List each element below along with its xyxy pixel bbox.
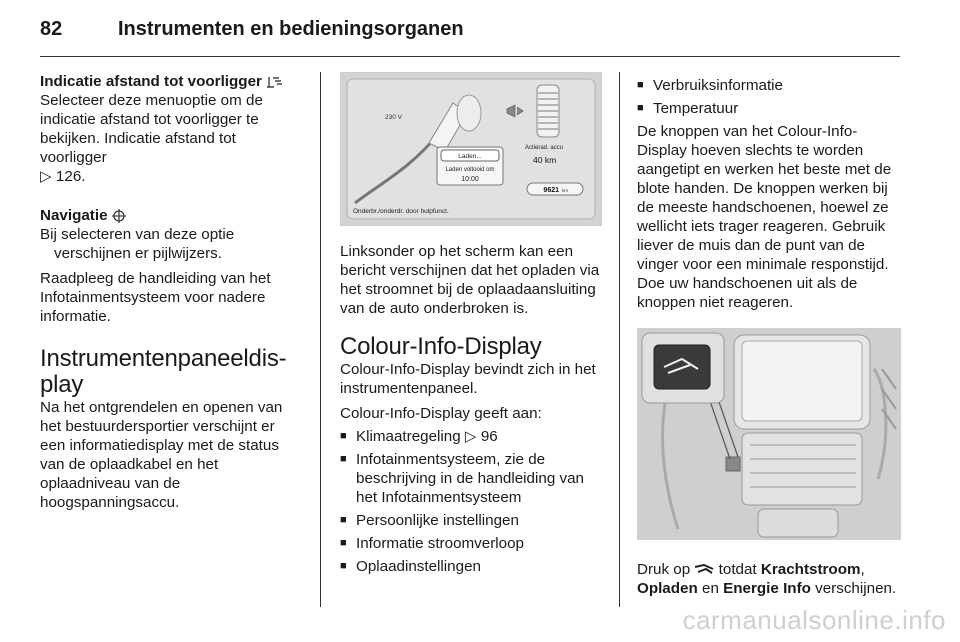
list-item: ■ Temperatuur — [637, 99, 900, 118]
reference-arrow-icon: ▷ — [464, 428, 477, 445]
section-heading-colour-info-display: Colour-Info-Display — [340, 333, 542, 360]
column-divider — [619, 72, 620, 607]
paragraph: Na het ontgrendelen en openen van het bestuurdersportier verschijnt er een informatiedisplay met de status van de oplaadkabel en het oplaadniveau van de hoogspanningsaccu. — [40, 399, 283, 511]
section-heading-distance: Indicatie afstand tot voorligger — [40, 72, 302, 91]
charging-done-label: Laden voltooid om — [445, 167, 495, 173]
range-label: Actierad. accu — [525, 145, 564, 151]
charging-time: 10:00 — [461, 176, 479, 183]
paragraph: Selecteer deze menuoptie om de indicatie afstand tot voorligger te bekijken. Indicatie afstand tot voorligger ▷ 126. — [40, 92, 263, 185]
column-1 — [40, 72, 302, 512]
column-2 — [340, 72, 602, 580]
charging-button: Laden... — [458, 153, 482, 160]
odometer-unit: km — [562, 188, 568, 193]
charging-display-figure — [340, 72, 602, 226]
display-functions-list-continued — [637, 76, 900, 118]
header-rule — [40, 56, 900, 57]
display-functions-list — [340, 427, 602, 576]
list-item: ■ Infotainmentsysteem, zie de beschrijving in de handleiding van het Infotainmentsysteem — [340, 450, 602, 507]
column-divider — [320, 72, 321, 607]
navigation-icon — [112, 209, 126, 223]
section-heading-navigation: Navigatie — [40, 206, 302, 225]
paragraph: De knoppen van het Colour-Info-Display hoeven slechts te worden aangetipt en werken het beste met de blote handen. De knoppen werken bij de meeste handschoenen, hoewel ze wellicht iets trager reageren. Gebruik liever de muis dan de punt van de vinger voor een minimale responstijd. Doe uw handschoenen uit als de knoppen niet reageren. — [637, 123, 892, 311]
interruption-message: Onderbr./onderdr. door hulpfunct. — [353, 208, 449, 215]
watermark: carmanualsonline.info — [682, 605, 946, 635]
dashboard-illustration — [638, 329, 900, 539]
page-title: Instrumenten en bedieningsorganen — [118, 18, 464, 40]
distance-indicator-icon — [266, 75, 282, 89]
list-item: ■ Persoonlijke instellingen — [340, 511, 602, 530]
section-heading-instrument-display: Instrumentenpaneeldis- play — [40, 345, 287, 398]
dashboard-figure — [637, 328, 901, 540]
odometer-value: 9621 — [543, 187, 559, 194]
charging-display-illustration — [341, 73, 601, 225]
paragraph: Bij selecteren van deze optie verschijnen er pijlwijzers. — [40, 226, 235, 262]
column-3 — [637, 72, 900, 598]
power-flow-icon — [694, 564, 714, 576]
voltage-label: 230 V — [385, 114, 402, 121]
reference-arrow-icon: ▷ — [40, 168, 52, 185]
range-value: 40 km — [533, 155, 557, 165]
paragraph: Colour-Info-Display geeft aan: — [340, 405, 542, 422]
list-item: ■ Klimaatregeling ▷ 96 — [340, 427, 602, 446]
paragraph: Druk op totdat Krachtstroom, Opladen en Energie Info verschijnen. — [637, 561, 897, 597]
page-number: 82 — [40, 18, 63, 40]
figure-caption: Linksonder op het scherm kan een bericht verschijnen dat het opladen via het stroomnet bij de oplaadaansluiting van de auto onderbroken is. — [340, 243, 600, 317]
page-reference[interactable]: 96 — [480, 428, 498, 445]
list-item: ■ Informatie stroomverloop — [340, 534, 602, 553]
list-item: ■ Oplaadinstellingen — [340, 557, 602, 576]
page-reference[interactable]: 126. — [55, 168, 86, 185]
paragraph: Colour-Info-Display bevindt zich in het instrumentenpaneel. — [340, 361, 596, 397]
page-header — [40, 12, 900, 58]
paragraph: Raadpleeg de handleiding van het Infotainmentsysteem voor nadere informatie. — [40, 270, 271, 325]
list-item: ■ Verbruiksinformatie — [637, 76, 900, 95]
